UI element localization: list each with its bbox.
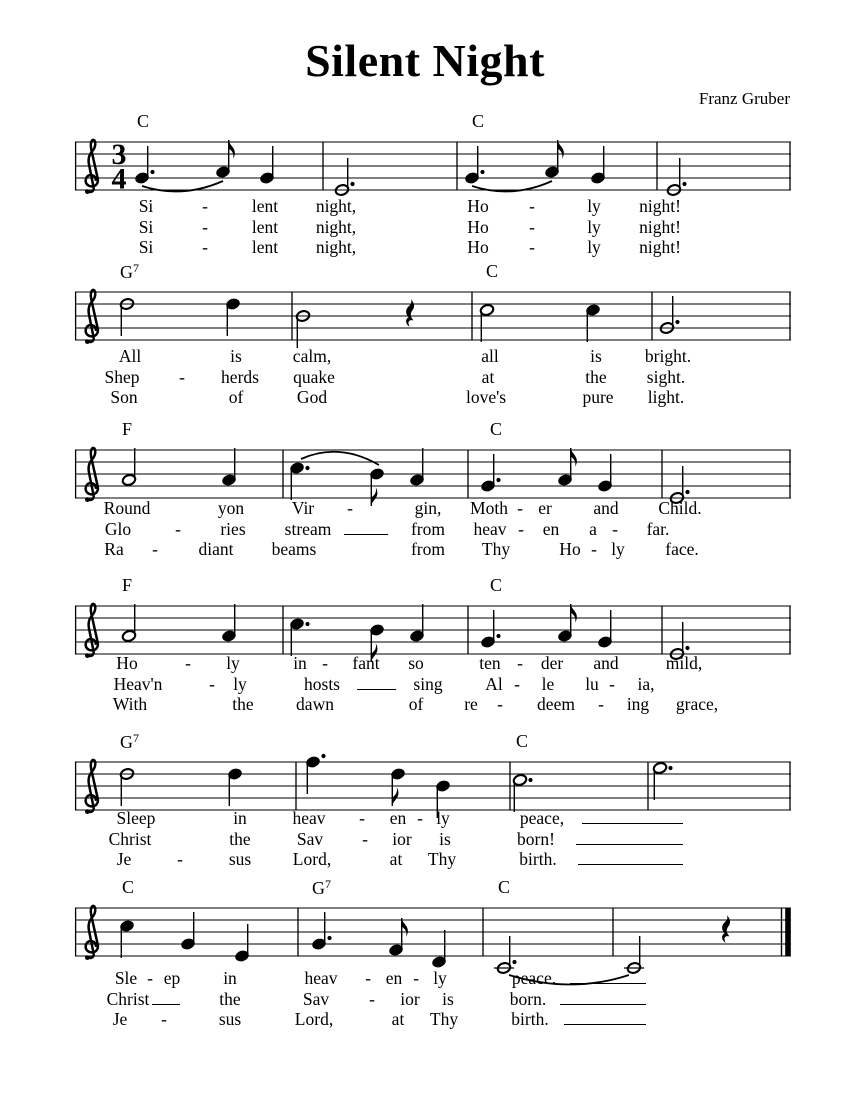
lyric-extender-line: [570, 983, 646, 984]
lyric-word: bright.: [644, 346, 692, 366]
lyric-word: Lord,: [294, 1009, 334, 1029]
lyric-hyphen: -: [518, 518, 524, 539]
chord-symbol: $G^7$: [120, 261, 139, 282]
lyric-line-verse-2: [0, 989, 850, 1009]
lyric-hyphen: -: [161, 1009, 167, 1029]
lyric-word: gin,: [414, 498, 442, 518]
lyric-hyphen: -: [497, 694, 503, 714]
augmentation-dot: [675, 320, 679, 324]
lyric-extender-line: [344, 534, 388, 535]
treble-clef-dot: [85, 339, 90, 344]
lyric-word: born!: [517, 828, 555, 849]
chord-symbol: C: [490, 419, 503, 439]
eighth-flag-icon: [229, 140, 235, 159]
lyric-line-verse-1: [0, 968, 850, 988]
lyric-word: Son: [110, 387, 138, 407]
lyric-hyphen: -: [209, 673, 215, 694]
lyric-line-verse-2: [0, 829, 850, 849]
lyric-line-verse-3: [0, 1009, 850, 1029]
lyric-word: the: [219, 988, 241, 1009]
lyric-word: re: [464, 694, 478, 714]
lyric-hyphen: -: [369, 988, 375, 1009]
time-signature-numerator: 3: [111, 138, 127, 171]
chord-symbol: C: [472, 111, 485, 131]
lyric-word: born.: [509, 988, 547, 1009]
lyric-word: en: [385, 968, 403, 988]
lyric-extender-line: [357, 689, 396, 690]
chord-symbol: $G^7$: [312, 877, 331, 898]
treble-clef-dot: [85, 189, 90, 194]
lyric-word: ia,: [637, 673, 655, 694]
lyric-hyphen: -: [598, 694, 604, 714]
lyric-word: heav: [473, 518, 507, 539]
lyric-extender-line: [582, 823, 683, 824]
lyric-word: God: [296, 387, 328, 407]
lyric-word: Je: [116, 849, 132, 869]
lyric-word: Christ: [108, 828, 152, 849]
lyric-word: ior: [400, 988, 420, 1009]
lyric-word: Si: [138, 237, 154, 257]
lyric-word: grace,: [675, 694, 719, 714]
augmentation-dot: [327, 936, 331, 940]
lyric-word: ries: [220, 518, 246, 539]
lyric-word: mild,: [665, 653, 703, 673]
lyric-word: Ho: [467, 237, 489, 257]
lyric-word: peace,: [519, 808, 565, 828]
lyric-word: Sleep: [116, 808, 156, 828]
lyric-word: lent: [251, 196, 279, 216]
augmentation-dot: [305, 622, 309, 626]
lyric-hyphen: -: [517, 653, 523, 673]
lyric-word: lu: [585, 673, 599, 694]
lyric-word: from: [410, 539, 446, 559]
lyric-word: sing: [413, 673, 443, 694]
lyric-word: ten: [479, 653, 501, 673]
lyric-word: Glo: [104, 518, 132, 539]
lyric-word: light.: [647, 387, 685, 407]
lyric-word: birth.: [511, 1009, 549, 1029]
composer-credit: Franz Gruber: [698, 89, 790, 108]
lyric-word: is: [230, 346, 242, 366]
lyric-word: ly: [611, 539, 625, 559]
eighth-flag-icon: [571, 604, 577, 623]
lyric-word: in: [293, 653, 307, 673]
lyric-word: Lord,: [292, 849, 332, 869]
lyric-hyphen: -: [417, 808, 423, 828]
lyric-word: birth.: [519, 849, 557, 869]
eighth-flag-icon: [571, 448, 577, 467]
lyric-word: from: [410, 518, 446, 539]
augmentation-dot: [305, 466, 309, 470]
lyric-word: Sle: [114, 968, 138, 988]
lyric-word: quake: [293, 366, 335, 387]
lyric-line-verse-2: [0, 674, 850, 694]
lyric-word: of: [408, 694, 424, 714]
lyric-word: face.: [665, 539, 699, 559]
lyric-word: lent: [251, 216, 279, 237]
lyric-hyphen: -: [413, 968, 419, 988]
lyric-word: at: [389, 849, 403, 869]
lyric-hyphen: -: [609, 673, 615, 694]
lyric-word: night,: [315, 216, 357, 237]
lyric-word: night!: [639, 237, 681, 257]
lyric-line-verse-3: [0, 387, 850, 407]
augmentation-dot: [682, 182, 686, 186]
lyric-line-verse-3: [0, 539, 850, 559]
lyric-word: is: [439, 828, 451, 849]
lyric-hyphen: -: [365, 968, 371, 988]
lyric-word: pure: [582, 387, 614, 407]
lyric-hyphen: -: [517, 498, 523, 518]
lyric-word: Thy: [429, 1009, 459, 1029]
lyric-line-verse-1: [0, 196, 850, 216]
augmentation-dot: [512, 960, 516, 964]
lyric-word: at: [481, 366, 495, 387]
augmentation-dot: [350, 182, 354, 186]
lyric-hyphen: -: [202, 237, 208, 257]
lyric-line-verse-1: [0, 498, 850, 518]
lyric-hyphen: -: [612, 518, 618, 539]
lyric-word: in: [223, 968, 237, 988]
lyric-hyphen: -: [529, 196, 535, 216]
chord-symbol: C: [490, 575, 503, 595]
lyric-line-verse-3: [0, 849, 850, 869]
lyric-word: herds: [221, 366, 259, 387]
lyric-line-verse-1: [0, 808, 850, 828]
lyric-word: Sav: [296, 828, 324, 849]
augmentation-dot: [496, 478, 500, 482]
lyric-word: the: [229, 828, 251, 849]
lyric-word: en: [542, 518, 560, 539]
lyric-word: ly: [226, 653, 240, 673]
lyric-word: night!: [639, 216, 681, 237]
chord-symbol: C: [486, 261, 499, 281]
lyric-word: All: [118, 346, 142, 366]
augmentation-dot: [321, 754, 325, 758]
lyric-word: calm,: [292, 346, 332, 366]
chord-symbol: C: [137, 111, 150, 131]
slur-tie: [301, 452, 379, 465]
lyric-word: Thy: [427, 849, 457, 869]
lyric-word: deem: [537, 694, 575, 714]
lyric-word: at: [391, 1009, 405, 1029]
lyric-extender-line: [564, 1024, 646, 1025]
lyric-hyphen: -: [179, 366, 185, 387]
chord-symbol: C: [516, 731, 529, 751]
lyric-word: Christ: [106, 988, 150, 1009]
lyric-word: der: [540, 653, 564, 673]
lyric-extender-line: [578, 864, 683, 865]
lyric-word: ly: [436, 808, 450, 828]
chord-symbol: $G^7$: [120, 731, 139, 752]
lyric-hyphen: -: [147, 968, 153, 988]
lyric-line-verse-1: [0, 346, 850, 366]
lyric-word: Moth: [470, 498, 508, 518]
chord-symbol: C: [122, 877, 135, 897]
chord-symbol: C: [498, 877, 511, 897]
lyric-word: ior: [392, 828, 412, 849]
lyric-word: night,: [315, 196, 357, 216]
lyric-hyphen: -: [202, 196, 208, 216]
lyric-word: in: [233, 808, 247, 828]
lyric-line-verse-2: [0, 519, 850, 539]
lyric-word: lent: [251, 237, 279, 257]
lyric-word: ep: [163, 968, 181, 988]
lyric-word: stream: [284, 518, 332, 539]
final-barline-thick: [785, 908, 791, 956]
lyric-word: night!: [639, 196, 681, 216]
lyric-word: Je: [112, 1009, 128, 1029]
lyric-word: fant: [352, 653, 380, 673]
lyric-word: er: [538, 498, 552, 518]
song-title: Silent Night: [305, 35, 545, 86]
augmentation-dot: [668, 766, 672, 770]
quarter-rest-icon: [406, 299, 414, 327]
eighth-flag-icon: [402, 918, 408, 937]
lyric-word: Thy: [481, 539, 511, 559]
lyric-word: sight.: [646, 366, 686, 387]
lyric-word: Si: [138, 196, 154, 216]
lyric-hyphen: -: [362, 828, 368, 849]
lyric-word: far.: [646, 518, 670, 539]
lyric-word: Al: [485, 673, 503, 694]
lyric-hyphen: -: [359, 808, 365, 828]
lyric-word: Ho: [559, 539, 581, 559]
lyric-word: Sav: [302, 988, 330, 1009]
lyric-word: so: [408, 653, 424, 673]
lyric-word: en: [389, 808, 407, 828]
lyric-extender-line: [152, 1004, 180, 1005]
lyric-hyphen: -: [177, 849, 183, 869]
lyric-word: Child.: [658, 498, 702, 518]
lyric-line-verse-2: [0, 367, 850, 387]
lyric-word: ly: [433, 968, 447, 988]
lyric-word: and: [593, 653, 619, 673]
augmentation-dot: [150, 170, 154, 174]
lyric-word: and: [593, 498, 619, 518]
lyric-word: ly: [233, 673, 247, 694]
lyric-line-verse-2: [0, 217, 850, 237]
lyric-word: all: [481, 346, 499, 366]
augmentation-dot: [685, 646, 689, 650]
lyric-word: Heav'n: [113, 673, 163, 694]
lyric-word: love's: [465, 387, 507, 407]
lyric-word: Ho: [467, 196, 489, 216]
lyric-word: With: [112, 694, 148, 714]
lyric-word: is: [442, 988, 454, 1009]
lyric-hyphen: -: [514, 673, 520, 694]
lyric-word: Ho: [116, 653, 138, 673]
lyric-word: of: [228, 387, 244, 407]
lyric-word: Shep: [104, 366, 140, 387]
lyric-word: diant: [198, 539, 234, 559]
lyric-word: hosts: [304, 673, 340, 694]
augmentation-dot: [480, 170, 484, 174]
lyric-word: le: [541, 673, 555, 694]
lyric-word: Ho: [467, 216, 489, 237]
lyric-word: heav: [292, 808, 326, 828]
time-signature-denominator: 4: [111, 162, 127, 196]
lyric-extender-line: [576, 844, 683, 845]
lyric-word: Vir: [291, 498, 315, 518]
eighth-flag-icon: [558, 140, 564, 159]
lyric-word: the: [585, 366, 607, 387]
augmentation-dot: [496, 634, 500, 638]
chord-symbol: F: [122, 419, 133, 439]
lyric-hyphen: -: [185, 653, 191, 673]
lyric-word: yon: [217, 498, 245, 518]
lyric-hyphen: -: [152, 539, 158, 559]
lyric-word: heav: [304, 968, 338, 988]
lyric-word: ing: [626, 694, 650, 714]
quarter-rest-icon: [722, 915, 730, 943]
lyric-word: sus: [228, 849, 252, 869]
lyric-hyphen: -: [322, 653, 328, 673]
lyric-line-verse-3: [0, 694, 850, 714]
lyric-hyphen: -: [175, 518, 181, 539]
lyric-word: Si: [138, 216, 154, 237]
eighth-flag-icon: [392, 787, 398, 806]
lyric-word: beams: [271, 539, 317, 559]
lyric-word: peace.: [511, 968, 557, 988]
lyric-line-verse-1: [0, 653, 850, 673]
lyric-word: a: [589, 518, 597, 539]
lyric-hyphen: -: [202, 216, 208, 237]
augmentation-dot: [685, 490, 689, 494]
lyric-word: is: [590, 346, 602, 366]
lyric-word: sus: [218, 1009, 242, 1029]
augmentation-dot: [528, 778, 532, 782]
lyric-word: Ra: [104, 539, 124, 559]
lyric-hyphen: -: [347, 498, 353, 518]
lyric-word: ly: [587, 237, 601, 257]
treble-clef-dot: [85, 955, 90, 960]
lyric-word: ly: [587, 196, 601, 216]
lyric-line-verse-3: [0, 237, 850, 257]
lyric-hyphen: -: [529, 216, 535, 237]
chord-symbol: F: [122, 575, 133, 595]
lyric-word: dawn: [296, 694, 334, 714]
lyric-word: ly: [587, 216, 601, 237]
lyric-extender-line: [560, 1004, 646, 1005]
lyric-word: the: [232, 694, 254, 714]
lyric-hyphen: -: [591, 539, 597, 559]
lyric-word: night,: [315, 237, 357, 257]
lyric-word: Round: [103, 498, 151, 518]
lyric-hyphen: -: [529, 237, 535, 257]
